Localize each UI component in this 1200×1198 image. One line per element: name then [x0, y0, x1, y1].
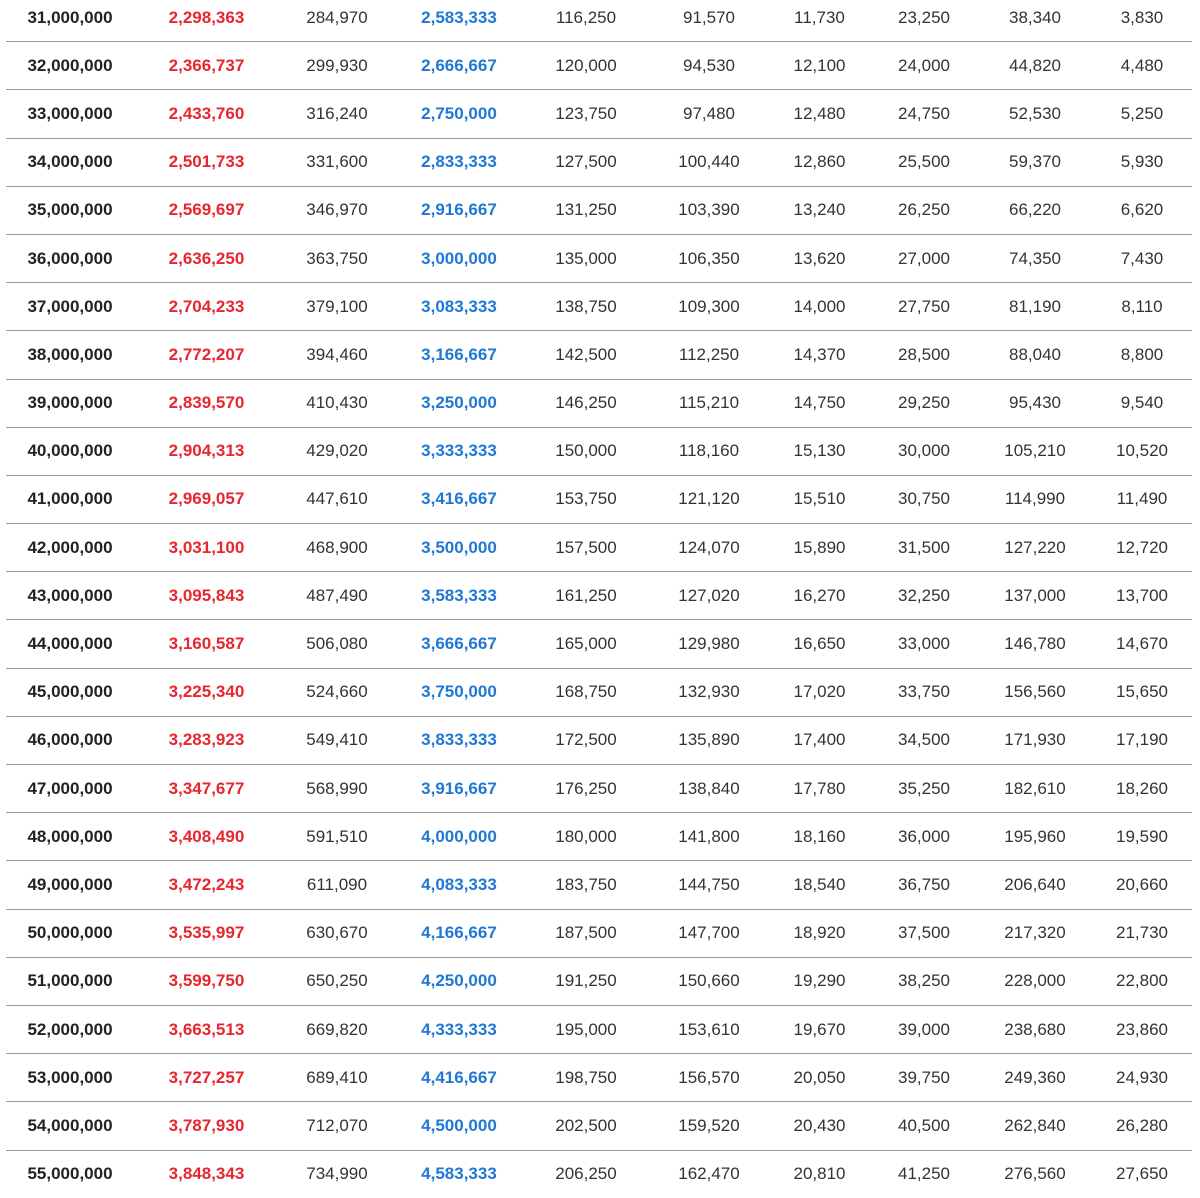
- table-row: [6, 909, 1192, 957]
- monthly-gross-cell: 3,250,000: [395, 379, 523, 427]
- net-pay-cell: 3,787,930: [134, 1102, 279, 1150]
- income-tax-cell: 228,000: [978, 957, 1092, 1005]
- employment-insurance-cell: 30,000: [870, 427, 978, 475]
- pension-cell: 172,500: [523, 716, 649, 764]
- health-insurance-cell: 94,530: [649, 42, 769, 90]
- pension-cell: 153,750: [523, 475, 649, 523]
- monthly-gross-cell: 3,916,667: [395, 765, 523, 813]
- income-tax-cell: 105,210: [978, 427, 1092, 475]
- net-pay-cell: 2,969,057: [134, 475, 279, 523]
- annual-salary-cell: 34,000,000: [6, 138, 134, 186]
- table-row: [6, 90, 1192, 138]
- annual-salary-cell: 33,000,000: [6, 90, 134, 138]
- monthly-gross-cell: 4,416,667: [395, 1054, 523, 1102]
- net-pay-cell: 3,472,243: [134, 861, 279, 909]
- employment-insurance-cell: 31,500: [870, 524, 978, 572]
- net-pay-cell: 3,031,100: [134, 524, 279, 572]
- local-tax-cell: 21,730: [1092, 909, 1192, 957]
- annual-salary-cell: 47,000,000: [6, 765, 134, 813]
- income-tax-cell: 59,370: [978, 138, 1092, 186]
- local-tax-cell: 4,480: [1092, 42, 1192, 90]
- net-pay-cell: 2,366,737: [134, 42, 279, 90]
- long-term-care-cell: 12,100: [769, 42, 870, 90]
- income-tax-cell: 171,930: [978, 716, 1092, 764]
- employment-insurance-cell: 23,250: [870, 0, 978, 42]
- local-tax-cell: 20,660: [1092, 861, 1192, 909]
- deduction-total-cell: 712,070: [279, 1102, 395, 1150]
- local-tax-cell: 11,490: [1092, 475, 1192, 523]
- table-row: [6, 861, 1192, 909]
- pension-cell: 198,750: [523, 1054, 649, 1102]
- pension-cell: 180,000: [523, 813, 649, 861]
- long-term-care-cell: 19,290: [769, 957, 870, 1005]
- local-tax-cell: 26,280: [1092, 1102, 1192, 1150]
- pension-cell: 135,000: [523, 234, 649, 282]
- local-tax-cell: 8,800: [1092, 331, 1192, 379]
- health-insurance-cell: 112,250: [649, 331, 769, 379]
- monthly-gross-cell: 2,833,333: [395, 138, 523, 186]
- income-tax-cell: 146,780: [978, 620, 1092, 668]
- table-row: [6, 475, 1192, 523]
- long-term-care-cell: 16,650: [769, 620, 870, 668]
- monthly-gross-cell: 3,583,333: [395, 572, 523, 620]
- health-insurance-cell: 103,390: [649, 186, 769, 234]
- net-pay-cell: 3,535,997: [134, 909, 279, 957]
- health-insurance-cell: 144,750: [649, 861, 769, 909]
- long-term-care-cell: 14,370: [769, 331, 870, 379]
- net-pay-cell: 3,095,843: [134, 572, 279, 620]
- table-row: [6, 0, 1192, 42]
- local-tax-cell: 13,700: [1092, 572, 1192, 620]
- table-row: [6, 572, 1192, 620]
- income-tax-cell: 81,190: [978, 283, 1092, 331]
- employment-insurance-cell: 36,750: [870, 861, 978, 909]
- deduction-total-cell: 549,410: [279, 716, 395, 764]
- deduction-total-cell: 524,660: [279, 668, 395, 716]
- pension-cell: 142,500: [523, 331, 649, 379]
- local-tax-cell: 8,110: [1092, 283, 1192, 331]
- long-term-care-cell: 15,510: [769, 475, 870, 523]
- local-tax-cell: 17,190: [1092, 716, 1192, 764]
- pension-cell: 202,500: [523, 1102, 649, 1150]
- long-term-care-cell: 15,890: [769, 524, 870, 572]
- monthly-gross-cell: 2,666,667: [395, 42, 523, 90]
- income-tax-cell: 262,840: [978, 1102, 1092, 1150]
- pension-cell: 165,000: [523, 620, 649, 668]
- table-row: [6, 138, 1192, 186]
- pension-cell: 168,750: [523, 668, 649, 716]
- table-row: [6, 186, 1192, 234]
- monthly-gross-cell: 3,166,667: [395, 331, 523, 379]
- deduction-total-cell: 689,410: [279, 1054, 395, 1102]
- income-tax-cell: 182,610: [978, 765, 1092, 813]
- pension-cell: 187,500: [523, 909, 649, 957]
- salary-table: [6, 0, 1192, 1198]
- income-tax-cell: 137,000: [978, 572, 1092, 620]
- long-term-care-cell: 15,130: [769, 427, 870, 475]
- income-tax-cell: 206,640: [978, 861, 1092, 909]
- deduction-total-cell: 410,430: [279, 379, 395, 427]
- monthly-gross-cell: 2,916,667: [395, 186, 523, 234]
- annual-salary-cell: 45,000,000: [6, 668, 134, 716]
- local-tax-cell: 10,520: [1092, 427, 1192, 475]
- health-insurance-cell: 132,930: [649, 668, 769, 716]
- annual-salary-cell: 43,000,000: [6, 572, 134, 620]
- table-row: [6, 1102, 1192, 1150]
- deduction-total-cell: 630,670: [279, 909, 395, 957]
- local-tax-cell: 15,650: [1092, 668, 1192, 716]
- net-pay-cell: 2,501,733: [134, 138, 279, 186]
- deduction-total-cell: 346,970: [279, 186, 395, 234]
- table-row: [6, 1150, 1192, 1198]
- local-tax-cell: 22,800: [1092, 957, 1192, 1005]
- table-row: [6, 1054, 1192, 1102]
- local-tax-cell: 9,540: [1092, 379, 1192, 427]
- health-insurance-cell: 150,660: [649, 957, 769, 1005]
- table-row: [6, 1005, 1192, 1053]
- pension-cell: 131,250: [523, 186, 649, 234]
- income-tax-cell: 52,530: [978, 90, 1092, 138]
- deduction-total-cell: 487,490: [279, 572, 395, 620]
- long-term-care-cell: 20,050: [769, 1054, 870, 1102]
- long-term-care-cell: 14,750: [769, 379, 870, 427]
- table-row: [6, 620, 1192, 668]
- health-insurance-cell: 147,700: [649, 909, 769, 957]
- annual-salary-cell: 44,000,000: [6, 620, 134, 668]
- local-tax-cell: 27,650: [1116, 1164, 1168, 1184]
- deduction-total-cell: 331,600: [279, 138, 395, 186]
- local-tax-cell: 12,720: [1092, 524, 1192, 572]
- employment-insurance-cell: 33,750: [870, 668, 978, 716]
- table-row: [6, 716, 1192, 764]
- pension-cell: 191,250: [523, 957, 649, 1005]
- local-tax-cell: 7,430: [1092, 234, 1192, 282]
- deduction-total-cell: 568,990: [279, 765, 395, 813]
- monthly-gross-cell: 3,833,333: [395, 716, 523, 764]
- table-row: [6, 765, 1192, 813]
- pension-cell: 123,750: [523, 90, 649, 138]
- net-pay-cell: 3,408,490: [134, 813, 279, 861]
- long-term-care-cell: 18,540: [769, 861, 870, 909]
- employment-insurance-cell: 35,250: [870, 765, 978, 813]
- annual-salary-cell: 31,000,000: [6, 0, 134, 42]
- employment-insurance-cell: 34,500: [870, 716, 978, 764]
- income-tax-cell: 44,820: [978, 42, 1092, 90]
- net-pay-cell: 2,298,363: [134, 0, 279, 42]
- monthly-gross-cell: 4,250,000: [395, 957, 523, 1005]
- annual-salary-cell: 40,000,000: [6, 427, 134, 475]
- employment-insurance-cell: 25,500: [870, 138, 978, 186]
- monthly-gross-cell: 3,500,000: [395, 524, 523, 572]
- health-insurance-cell: 129,980: [649, 620, 769, 668]
- employment-insurance-cell: 27,000: [870, 234, 978, 282]
- employment-insurance-cell: 30,750: [870, 475, 978, 523]
- annual-salary-cell: 55,000,000: [27, 1164, 113, 1184]
- monthly-gross-cell: 3,000,000: [395, 234, 523, 282]
- annual-salary-cell: 32,000,000: [6, 42, 134, 90]
- income-tax-cell: 38,340: [978, 0, 1092, 42]
- annual-salary-cell: 52,000,000: [6, 1005, 134, 1053]
- table-row: [6, 668, 1192, 716]
- long-term-care-cell: 16,270: [769, 572, 870, 620]
- employment-insurance-cell: 40,500: [870, 1102, 978, 1150]
- long-term-care-cell: 17,780: [769, 765, 870, 813]
- income-tax-cell: 74,350: [978, 234, 1092, 282]
- table-row: [6, 234, 1192, 282]
- net-pay-cell: 2,433,760: [134, 90, 279, 138]
- health-insurance-cell: 118,160: [649, 427, 769, 475]
- employment-insurance-cell: 37,500: [870, 909, 978, 957]
- pension-cell: 183,750: [523, 861, 649, 909]
- table-row: [6, 813, 1192, 861]
- monthly-gross-cell: 3,416,667: [395, 475, 523, 523]
- employment-insurance-cell: 29,250: [870, 379, 978, 427]
- local-tax-cell: 5,930: [1092, 138, 1192, 186]
- local-tax-cell: 3,830: [1092, 0, 1192, 42]
- deduction-total-cell: 506,080: [279, 620, 395, 668]
- deduction-total-cell: 734,990: [306, 1164, 368, 1184]
- annual-salary-cell: 48,000,000: [6, 813, 134, 861]
- annual-salary-cell: 51,000,000: [6, 957, 134, 1005]
- net-pay-cell: 3,727,257: [134, 1054, 279, 1102]
- health-insurance-cell: 100,440: [649, 138, 769, 186]
- net-pay-cell: 2,704,233: [134, 283, 279, 331]
- annual-salary-cell: 37,000,000: [6, 283, 134, 331]
- pension-cell: 150,000: [523, 427, 649, 475]
- net-pay-cell: 2,772,207: [134, 331, 279, 379]
- pension-cell: 116,250: [523, 0, 649, 42]
- net-pay-cell: 2,569,697: [134, 186, 279, 234]
- pension-cell: 195,000: [523, 1005, 649, 1053]
- deduction-total-cell: 468,900: [279, 524, 395, 572]
- annual-salary-cell: 36,000,000: [6, 234, 134, 282]
- monthly-gross-cell: 4,583,333: [421, 1164, 497, 1184]
- table-row: [6, 331, 1192, 379]
- annual-salary-cell: 35,000,000: [6, 186, 134, 234]
- health-insurance-cell: 153,610: [649, 1005, 769, 1053]
- annual-salary-cell: 50,000,000: [6, 909, 134, 957]
- long-term-care-cell: 12,860: [769, 138, 870, 186]
- net-pay-cell: 3,599,750: [134, 957, 279, 1005]
- local-tax-cell: 14,670: [1092, 620, 1192, 668]
- deduction-total-cell: 379,100: [279, 283, 395, 331]
- health-insurance-cell: 106,350: [649, 234, 769, 282]
- pension-cell: 146,250: [523, 379, 649, 427]
- local-tax-cell: 19,590: [1092, 813, 1192, 861]
- income-tax-cell: 276,560: [1004, 1164, 1066, 1184]
- long-term-care-cell: 14,000: [769, 283, 870, 331]
- monthly-gross-cell: 3,083,333: [395, 283, 523, 331]
- net-pay-cell: 3,283,923: [134, 716, 279, 764]
- deduction-total-cell: 284,970: [279, 0, 395, 42]
- long-term-care-cell: 18,160: [769, 813, 870, 861]
- net-pay-cell: 3,347,677: [134, 765, 279, 813]
- pension-cell: 157,500: [523, 524, 649, 572]
- long-term-care-cell: 18,920: [769, 909, 870, 957]
- deduction-total-cell: 591,510: [279, 813, 395, 861]
- employment-insurance-cell: 38,250: [870, 957, 978, 1005]
- annual-salary-cell: 39,000,000: [6, 379, 134, 427]
- annual-salary-cell: 38,000,000: [6, 331, 134, 379]
- employment-insurance-cell: 26,250: [870, 186, 978, 234]
- pension-cell: 206,250: [555, 1164, 617, 1184]
- monthly-gross-cell: 4,333,333: [395, 1005, 523, 1053]
- monthly-gross-cell: 4,166,667: [395, 909, 523, 957]
- monthly-gross-cell: 3,333,333: [395, 427, 523, 475]
- net-pay-cell: 3,160,587: [134, 620, 279, 668]
- pension-cell: 176,250: [523, 765, 649, 813]
- health-insurance-cell: 127,020: [649, 572, 769, 620]
- employment-insurance-cell: 39,000: [870, 1005, 978, 1053]
- annual-salary-cell: 53,000,000: [6, 1054, 134, 1102]
- table-row: [6, 379, 1192, 427]
- income-tax-cell: 127,220: [978, 524, 1092, 572]
- net-pay-cell: 2,839,570: [134, 379, 279, 427]
- annual-salary-cell: 41,000,000: [6, 475, 134, 523]
- table-row: [6, 42, 1192, 90]
- monthly-gross-cell: 3,750,000: [395, 668, 523, 716]
- pension-cell: 138,750: [523, 283, 649, 331]
- deduction-total-cell: 650,250: [279, 957, 395, 1005]
- pension-cell: 161,250: [523, 572, 649, 620]
- local-tax-cell: 23,860: [1092, 1005, 1192, 1053]
- local-tax-cell: 18,260: [1092, 765, 1192, 813]
- net-pay-cell: 3,663,513: [134, 1005, 279, 1053]
- income-tax-cell: 249,360: [978, 1054, 1092, 1102]
- annual-salary-cell: 54,000,000: [6, 1102, 134, 1150]
- long-term-care-cell: 20,810: [793, 1164, 846, 1184]
- income-tax-cell: 238,680: [978, 1005, 1092, 1053]
- long-term-care-cell: 13,240: [769, 186, 870, 234]
- deduction-total-cell: 394,460: [279, 331, 395, 379]
- table-row: [6, 957, 1192, 1005]
- income-tax-cell: 66,220: [978, 186, 1092, 234]
- table-row: [6, 427, 1192, 475]
- net-pay-cell: 3,225,340: [134, 668, 279, 716]
- health-insurance-cell: 109,300: [649, 283, 769, 331]
- deduction-total-cell: 429,020: [279, 427, 395, 475]
- health-insurance-cell: 138,840: [649, 765, 769, 813]
- deduction-total-cell: 363,750: [279, 234, 395, 282]
- local-tax-cell: 5,250: [1092, 90, 1192, 138]
- income-tax-cell: 88,040: [978, 331, 1092, 379]
- income-tax-cell: 114,990: [978, 475, 1092, 523]
- monthly-gross-cell: 3,666,667: [395, 620, 523, 668]
- net-pay-cell: 2,636,250: [134, 234, 279, 282]
- salary-table-body: [6, 0, 1192, 1198]
- employment-insurance-cell: 24,000: [870, 42, 978, 90]
- employment-insurance-cell: 41,250: [898, 1164, 950, 1184]
- employment-insurance-cell: 32,250: [870, 572, 978, 620]
- income-tax-cell: 217,320: [978, 909, 1092, 957]
- long-term-care-cell: 12,480: [769, 90, 870, 138]
- deduction-total-cell: 447,610: [279, 475, 395, 523]
- deduction-total-cell: 669,820: [279, 1005, 395, 1053]
- annual-salary-cell: 42,000,000: [6, 524, 134, 572]
- long-term-care-cell: 11,730: [769, 0, 870, 42]
- local-tax-cell: 24,930: [1092, 1054, 1192, 1102]
- monthly-gross-cell: 4,000,000: [395, 813, 523, 861]
- long-term-care-cell: 19,670: [769, 1005, 870, 1053]
- health-insurance-cell: 91,570: [649, 0, 769, 42]
- monthly-gross-cell: 2,750,000: [395, 90, 523, 138]
- long-term-care-cell: 13,620: [769, 234, 870, 282]
- deduction-total-cell: 299,930: [279, 42, 395, 90]
- employment-insurance-cell: 24,750: [870, 90, 978, 138]
- monthly-gross-cell: 2,583,333: [395, 0, 523, 42]
- deduction-total-cell: 611,090: [279, 861, 395, 909]
- health-insurance-cell: 115,210: [649, 379, 769, 427]
- income-tax-cell: 95,430: [978, 379, 1092, 427]
- monthly-gross-cell: 4,083,333: [395, 861, 523, 909]
- pension-cell: 120,000: [523, 42, 649, 90]
- health-insurance-cell: 121,120: [649, 475, 769, 523]
- employment-insurance-cell: 36,000: [870, 813, 978, 861]
- health-insurance-cell: 97,480: [649, 90, 769, 138]
- employment-insurance-cell: 39,750: [870, 1054, 978, 1102]
- table-row: [6, 283, 1192, 331]
- income-tax-cell: 195,960: [978, 813, 1092, 861]
- employment-insurance-cell: 33,000: [870, 620, 978, 668]
- monthly-gross-cell: 4,500,000: [395, 1102, 523, 1150]
- health-insurance-cell: 162,470: [678, 1164, 740, 1184]
- health-insurance-cell: 141,800: [649, 813, 769, 861]
- health-insurance-cell: 156,570: [649, 1054, 769, 1102]
- employment-insurance-cell: 27,750: [870, 283, 978, 331]
- income-tax-cell: 156,560: [978, 668, 1092, 716]
- local-tax-cell: 6,620: [1092, 186, 1192, 234]
- pension-cell: 127,500: [523, 138, 649, 186]
- deduction-total-cell: 316,240: [279, 90, 395, 138]
- net-pay-cell: 2,904,313: [134, 427, 279, 475]
- table-row: [6, 524, 1192, 572]
- annual-salary-cell: 46,000,000: [6, 716, 134, 764]
- long-term-care-cell: 17,400: [769, 716, 870, 764]
- health-insurance-cell: 135,890: [649, 716, 769, 764]
- employment-insurance-cell: 28,500: [870, 331, 978, 379]
- net-pay-cell: 3,848,343: [168, 1164, 245, 1184]
- annual-salary-cell: 49,000,000: [6, 861, 134, 909]
- health-insurance-cell: 159,520: [649, 1102, 769, 1150]
- health-insurance-cell: 124,070: [649, 524, 769, 572]
- long-term-care-cell: 17,020: [769, 668, 870, 716]
- long-term-care-cell: 20,430: [769, 1102, 870, 1150]
